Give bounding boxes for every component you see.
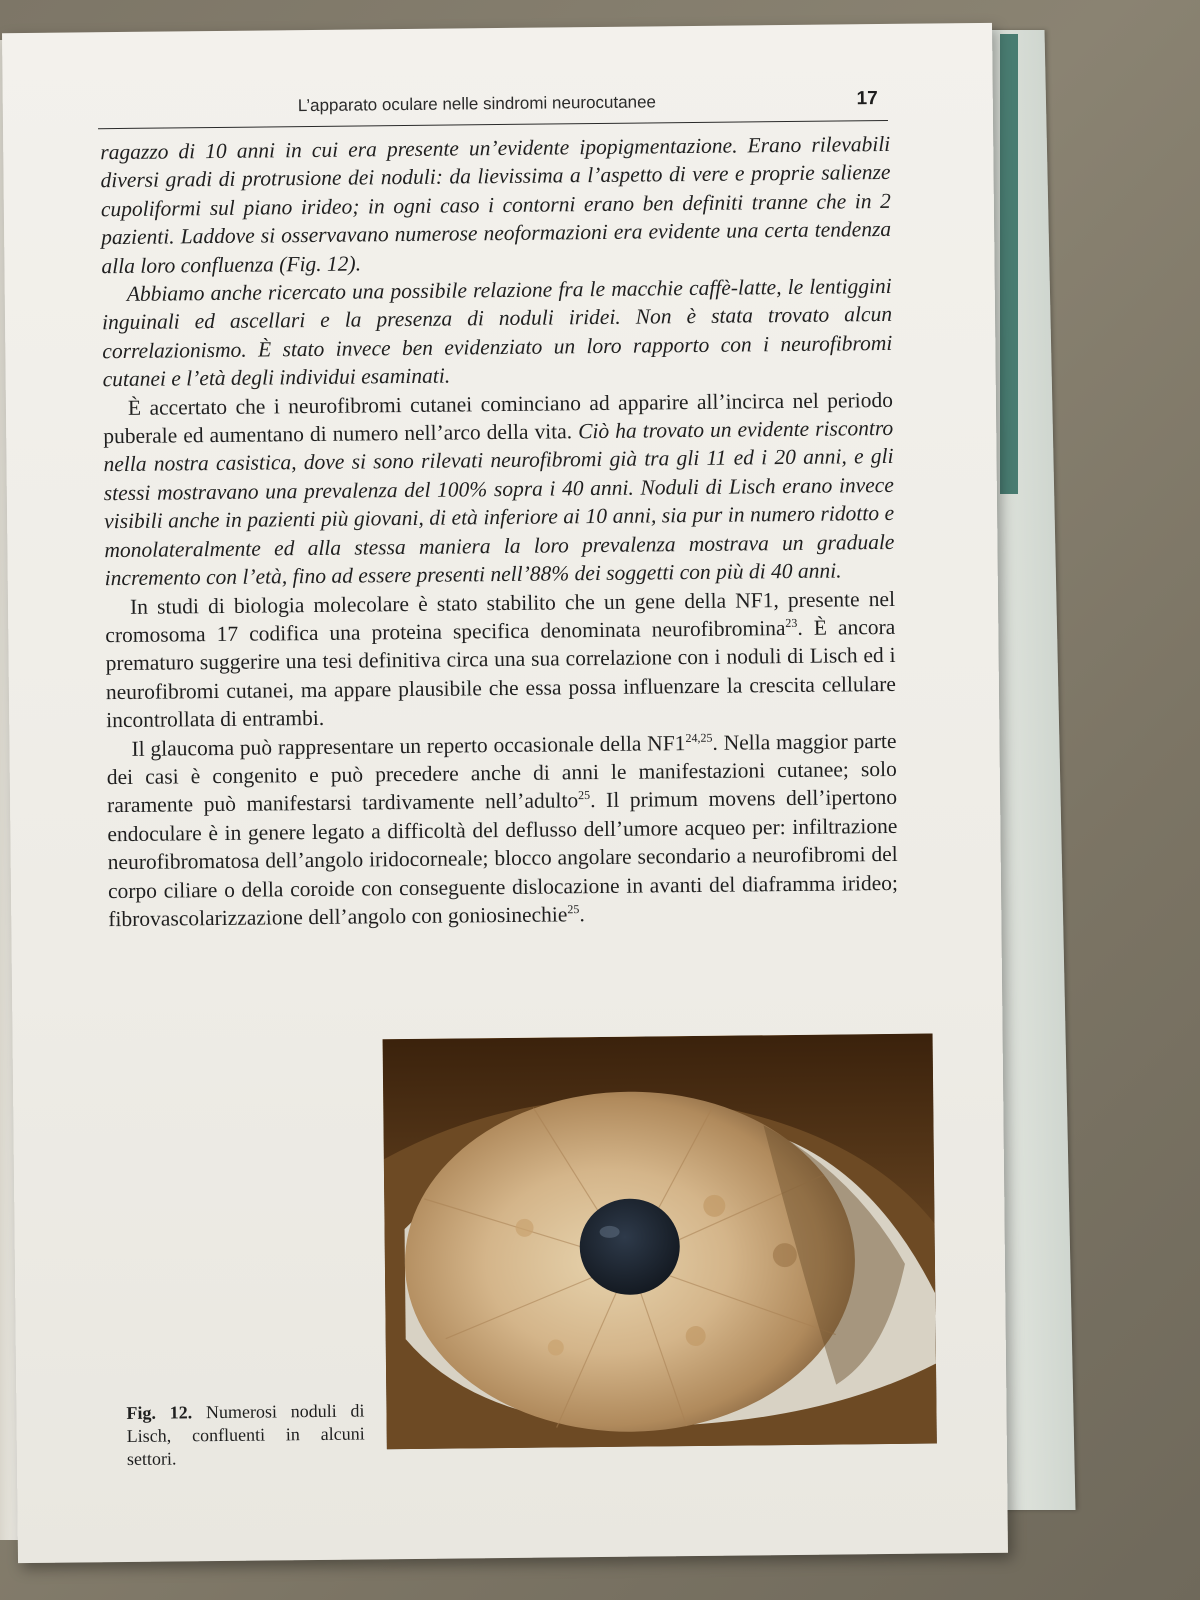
running-title: L’apparato oculare nelle sindromi neurocutanee bbox=[297, 92, 657, 116]
book-cover-stripe bbox=[1000, 34, 1018, 494]
body-paragraph bbox=[103, 386, 895, 593]
eye-illustration bbox=[383, 1034, 937, 1450]
book-page bbox=[2, 23, 1008, 1563]
body-text bbox=[100, 130, 898, 934]
page-number: 17 bbox=[856, 88, 878, 110]
iris-photograph bbox=[383, 1034, 937, 1450]
body-paragraph bbox=[106, 726, 898, 933]
reference-superscript: 25 bbox=[578, 788, 591, 803]
running-head bbox=[98, 86, 888, 129]
figure-caption bbox=[126, 1400, 365, 1471]
body-paragraph bbox=[102, 272, 893, 394]
reference-superscript: 23 bbox=[785, 615, 798, 630]
paragraph-text: È accertato che i neurofibromi cutanei cominciano ad apparire all’incirca nel periodo puberale ed aumentano di numero nell’arco della vita. bbox=[103, 387, 894, 449]
reference-superscript: 25 bbox=[567, 902, 580, 917]
figure-caption-text: Numerosi noduli di Lisch, confluenti in alcuni settori. bbox=[126, 1400, 365, 1469]
paragraph-text: ragazzo di 10 anni in cui era presente un’evidente ipopigmentazione. Erano rilevabili diversi gradi di protrusione dei noduli: da lievissima a l’aspetto di vere e proprie salienze cupoliformi sul piano irideo; in ogni caso i contorni erano ben definiti tranne che in 2 pazienti. Laddove si osservavano numerose neoformazioni era evidente una certa tendenza alla loro confluenza (Fig. 12). bbox=[100, 131, 892, 278]
paragraph-text: . bbox=[579, 902, 585, 927]
paragraph-text: Ciò ha trovato un evidente riscontro nella nostra casistica, dove si sono rilevati neurofibromi già tra gli 11 ed i 20 anni, e gli stessi mostravano una prevalenza del 100% sopra i 40 anni. Noduli di Lisch erano invece visibili anche in pazienti più giovani, di età inferiore ai 10 anni, sia pur in numero ridotto e monolateralmente ed alla stessa maniera la loro prevalenza mostrava un graduale incremento con l’età, fino ad essere presenti nell’88% dei soggetti con più di 40 anni. bbox=[103, 415, 895, 591]
paragraph-text: Abbiamo anche ricercato una possibile relazione fra le macchie caffè-latte, le lentiggini inguinali ed ascellari e la presenza di noduli iridei. Non è stata trovato alcun correlazionismo. È stato invece ben evidenziato un loro rapporto con i neurofibromi cutanei e l’età degli individui esaminati. bbox=[101, 273, 893, 392]
figure-caption-label: Fig. 12. bbox=[126, 1402, 193, 1423]
body-paragraph bbox=[100, 130, 891, 280]
body-paragraph bbox=[105, 584, 896, 734]
paragraph-text: . È ancora prematuro suggerire una tesi definitiva circa una sua correlazione con i noduli di Lisch ed i neurofibromi cutanei, ma appare plausibile che essa possa influenzare la crescita cellulare incontrollata di entrambi. bbox=[105, 614, 897, 733]
reference-superscript: 24,25 bbox=[685, 730, 713, 745]
paragraph-text: Il glaucoma può rappresentare un reperto occasionale della NF1 bbox=[131, 730, 686, 761]
paragraph-text: In studi di biologia molecolare è stato stabilito che un gene della NF1, presente nel cromosoma 17 codifica una proteina specifica denominata neurofibromina bbox=[105, 586, 896, 648]
paragraph-text: . Nella maggior parte dei casi è congenito e può precedere anche di anni le manifestazioni cutanee; solo raramente può manifestarsi tardivamente nell’adulto bbox=[106, 728, 897, 818]
paragraph-text: . Il primum movens dell’ipertono endoculare è in genere legato a difficoltà del deflusso dell’umore acqueo per: infiltrazione neurofibromatosa dell’angolo iridocorneale; blocco angolare secondario a neurofibromi del corpo ciliare o della coroide con conseguente dislocazione in avanti del diaframma irideo; fibrovascolarizzazione dell’angolo con goniosinechie bbox=[107, 785, 899, 932]
